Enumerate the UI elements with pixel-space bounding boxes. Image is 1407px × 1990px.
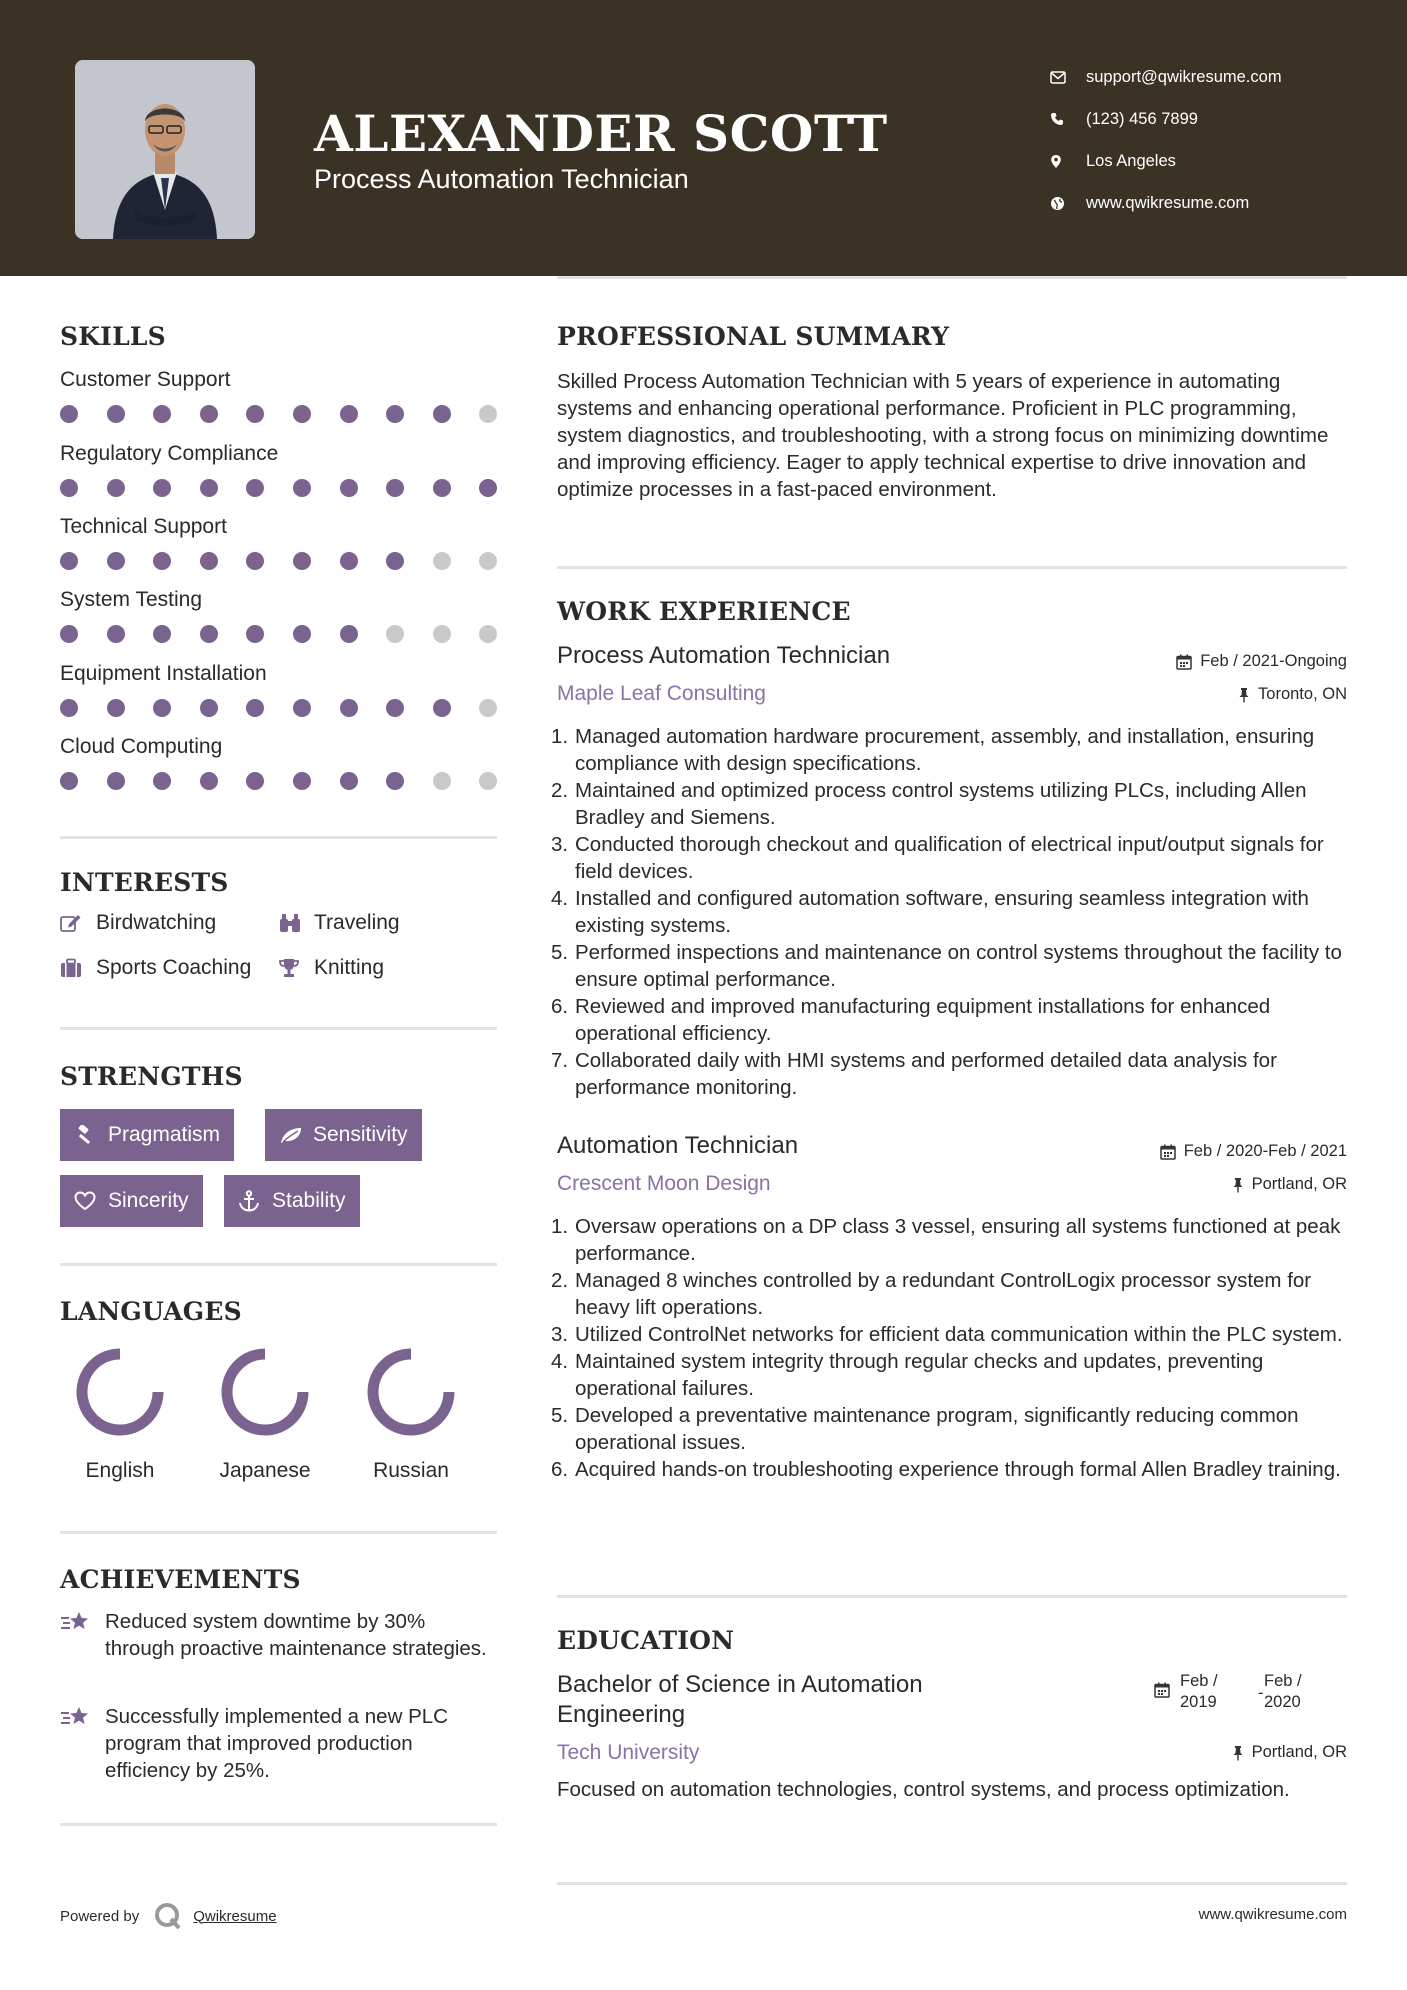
interests-divider [60, 1027, 497, 1030]
phone-icon [1050, 112, 1086, 126]
duty-item: Utilized ControlNet networks for efficient data communication within the PLC system. [575, 1323, 1343, 1346]
skill-dot-filled [433, 699, 451, 717]
experience-divider [557, 1595, 1347, 1598]
skill-dot-filled [340, 699, 358, 717]
skill-name: System Testing [60, 588, 203, 611]
anchor-icon [238, 1190, 272, 1212]
pencil-square-icon [60, 913, 96, 933]
header-divider [557, 276, 1347, 279]
skill-dot-filled [107, 479, 125, 497]
pushpin-icon [1238, 687, 1250, 703]
skill-dot-empty [479, 772, 497, 790]
skill-dot-filled [386, 479, 404, 497]
skill-dot-filled [433, 479, 451, 497]
leaf-icon [279, 1125, 313, 1145]
trophy-icon [278, 958, 314, 978]
education-description: Focused on automation technologies, control systems, and process optimization. [557, 1778, 1290, 1801]
skill-name: Regulatory Compliance [60, 442, 279, 465]
duty-item: Installed and configured automation software, ensuring seamless integration with existing systems. [575, 887, 1309, 937]
language-label: Russian [373, 1459, 449, 1482]
skill-rating [60, 699, 500, 719]
duty-item: Maintained system integrity through regular checks and updates, preventing operational failures. [575, 1350, 1264, 1400]
language-label: English [85, 1459, 155, 1482]
interest-item [60, 911, 216, 935]
skills-divider [60, 836, 497, 839]
achievement-text: Reduced system downtime by 30% through proactive maintenance strategies. [105, 1610, 487, 1660]
language-level-ring [220, 1347, 310, 1437]
language-label: Japanese [219, 1459, 311, 1482]
skill-name: Customer Support [60, 368, 231, 391]
education-heading: EDUCATION [557, 1626, 735, 1655]
language-item [356, 1347, 466, 1483]
calendar-icon [1154, 1682, 1170, 1703]
briefcase-icon [60, 958, 96, 978]
strength-chip [224, 1175, 360, 1227]
job-dates-text: Feb / 2021-Ongoing [1200, 652, 1347, 670]
footer-website[interactable]: www.qwikresume.com [1198, 1906, 1347, 1923]
achievement-text: Successfully implemented a new PLC program that improved production efficiency by 25%. [105, 1705, 448, 1782]
skill-dot-filled [107, 699, 125, 717]
skill-dot-filled [200, 772, 218, 790]
skill-dot-filled [60, 772, 78, 790]
shooting-star-icon [60, 1703, 94, 1736]
education-end-year: 2020 [1264, 1693, 1301, 1711]
heart-icon [74, 1191, 108, 1211]
education-dates [1154, 1672, 1354, 1716]
pushpin-icon [1232, 1177, 1244, 1193]
qwikresume-logo-icon [153, 1901, 183, 1931]
company-name: Crescent Moon Design [557, 1172, 771, 1195]
candidate-title: Process Automation Technician [314, 164, 689, 194]
summary-heading: PROFESSIONAL SUMMARY [557, 322, 950, 351]
skill-dot-empty [479, 552, 497, 570]
skills-heading: SKILLS [60, 322, 166, 351]
strengths-heading: STRENGTHS [60, 1062, 243, 1091]
skill-rating [60, 479, 500, 499]
contact-website-text: www.qwikresume.com [1086, 193, 1250, 212]
education-start-year: 2019 [1180, 1693, 1217, 1711]
skill-name: Equipment Installation [60, 662, 267, 685]
duty-item: Managed 8 winches controlled by a redundant ControlLogix processor system for heavy lift operations. [575, 1269, 1312, 1319]
skill-dot-filled [340, 405, 358, 423]
company-name: Maple Leaf Consulting [557, 682, 766, 705]
skill-rating [60, 552, 500, 572]
footer-powered-by [60, 1901, 277, 1931]
skill-dot-filled [246, 405, 264, 423]
skill-dot-filled [107, 552, 125, 570]
skill-dot-filled [60, 699, 78, 717]
strength-label: Sensitivity [313, 1123, 408, 1146]
skill-dot-filled [60, 552, 78, 570]
skill-dot-filled [340, 552, 358, 570]
contact-phone-text: (123) 456 7899 [1086, 109, 1198, 128]
duty-item: Managed automation hardware procurement, assembly, and installation, ensuring compliance with design specifications. [575, 725, 1315, 775]
language-level-ring [75, 1347, 165, 1437]
skill-rating [60, 772, 500, 792]
skill-rating [60, 405, 500, 425]
education-start-month: Feb / [1180, 1672, 1218, 1690]
skill-dot-empty [386, 625, 404, 643]
contact-location [1050, 140, 1390, 182]
skill-dot-filled [153, 552, 171, 570]
skill-dot-empty [479, 699, 497, 717]
strength-chip [265, 1109, 422, 1161]
footer-brand-link[interactable]: Qwikresume [193, 1907, 277, 1925]
achievement-item [60, 1608, 500, 1662]
skill-dot-filled [200, 405, 218, 423]
skill-dot-filled [153, 625, 171, 643]
skill-dot-filled [433, 405, 451, 423]
job-title: Automation Technician [557, 1132, 799, 1159]
achievements-heading: ACHIEVEMENTS [60, 1565, 301, 1594]
achievements-divider [60, 1823, 497, 1826]
contact-email[interactable] [1050, 56, 1390, 98]
skill-dot-filled [60, 479, 78, 497]
languages-divider [60, 1531, 497, 1534]
pushpin-icon [1232, 1745, 1244, 1761]
interests-heading: INTERESTS [60, 868, 229, 897]
skill-dot-empty [479, 625, 497, 643]
strength-label: Sincerity [108, 1189, 189, 1212]
interest-item [60, 956, 251, 980]
skill-dot-empty [479, 405, 497, 423]
duty-item: Maintained and optimized process control systems utilizing PLCs, including Allen Bradley and Siemens. [575, 779, 1307, 829]
envelope-icon [1050, 71, 1086, 84]
candidate-name: ALEXANDER SCOTT [314, 104, 888, 163]
skill-dot-filled [107, 625, 125, 643]
skill-dot-empty [433, 772, 451, 790]
interest-label: Knitting [314, 956, 385, 979]
skill-dot-filled [153, 772, 171, 790]
job-duties [557, 1213, 1357, 1483]
skill-dot-filled [246, 479, 264, 497]
duty-item: Performed inspections and maintenance on control systems throughout the facility to ensure optimal performance. [575, 941, 1342, 991]
language-level-arc [82, 1354, 158, 1430]
duty-item: Acquired hands-on troubleshooting experience through formal Allen Bradley training. [575, 1458, 1341, 1481]
language-level-ring [366, 1347, 456, 1437]
skill-dot-empty [433, 552, 451, 570]
skill-dot-filled [153, 479, 171, 497]
gavel-icon [74, 1125, 108, 1145]
language-level-arc [227, 1354, 303, 1430]
job-location-text: Portland, OR [1251, 1175, 1347, 1193]
language-level-arc [373, 1354, 449, 1430]
skill-dot-filled [293, 405, 311, 423]
strength-label: Pragmatism [108, 1123, 221, 1146]
skill-name: Cloud Computing [60, 735, 223, 758]
interest-label: Sports Coaching [96, 956, 252, 979]
experience-heading: WORK EXPERIENCE [557, 597, 851, 626]
education-location-text: Portland, OR [1251, 1743, 1347, 1761]
job-dates-text: Feb / 2020-Feb / 2021 [1183, 1142, 1347, 1160]
globe-icon [1050, 196, 1086, 211]
skill-dot-filled [153, 699, 171, 717]
languages-heading: LANGUAGES [60, 1297, 242, 1326]
achievement-item [60, 1703, 500, 1784]
strength-label: Stability [272, 1189, 346, 1212]
language-item [65, 1347, 175, 1483]
shooting-star-icon [60, 1608, 94, 1641]
skill-dot-filled [60, 625, 78, 643]
skill-dot-filled [386, 405, 404, 423]
job-duties [557, 723, 1357, 1101]
interest-item [278, 911, 400, 935]
education-date-separator: - [1258, 1684, 1264, 1702]
skill-dot-filled [60, 405, 78, 423]
skill-rating [60, 625, 500, 645]
powered-by-label: Powered by [60, 1907, 140, 1925]
duty-item: Developed a preventative maintenance program, significantly reducing common operational issues. [575, 1404, 1299, 1454]
job-dates [1160, 1142, 1347, 1161]
skill-dot-filled [386, 552, 404, 570]
contact-email-text: support@qwikresume.com [1086, 67, 1282, 86]
skill-dot-filled [200, 552, 218, 570]
skill-dot-filled [246, 772, 264, 790]
strengths-divider [60, 1263, 497, 1266]
skill-dot-filled [293, 625, 311, 643]
duty-item: Reviewed and improved manufacturing equipment installations for enhanced operational efficiency. [575, 995, 1271, 1045]
education-divider [557, 1882, 1347, 1885]
job-location-text: Toronto, ON [1258, 685, 1347, 703]
skill-dot-filled [293, 772, 311, 790]
skill-dot-filled [340, 772, 358, 790]
resume-header [0, 0, 1407, 276]
contact-phone[interactable] [1050, 98, 1390, 140]
skill-dot-filled [107, 772, 125, 790]
skill-dot-filled [153, 405, 171, 423]
location-pin-icon [1050, 154, 1086, 169]
skill-dot-filled [246, 625, 264, 643]
job-dates [1176, 652, 1347, 671]
calendar-icon [1160, 1144, 1176, 1160]
skill-dot-filled [386, 772, 404, 790]
skill-dot-filled [386, 699, 404, 717]
skill-name: Technical Support [60, 515, 227, 538]
degree-title-line1: Bachelor of Science in Automation [557, 1671, 923, 1698]
degree-title-line2: Engineering [557, 1701, 686, 1728]
skill-dot-filled [293, 699, 311, 717]
job-location [1232, 1175, 1347, 1194]
skill-dot-filled [246, 699, 264, 717]
skill-dot-empty [433, 625, 451, 643]
job-title: Process Automation Technician [557, 642, 891, 669]
skill-dot-filled [200, 625, 218, 643]
duty-item: Collaborated daily with HMI systems and performed detailed data analysis for performance monitoring. [575, 1049, 1277, 1099]
job-location [1238, 685, 1347, 704]
contact-list [1050, 56, 1390, 224]
binoculars-icon [278, 913, 314, 933]
interest-label: Traveling [314, 911, 400, 934]
education-location [1232, 1743, 1347, 1762]
duty-item: Conducted thorough checkout and qualification of electrical input/output signals for field devices. [575, 833, 1324, 883]
interest-item [278, 956, 384, 980]
skill-dot-filled [107, 405, 125, 423]
skill-dot-filled [246, 552, 264, 570]
strength-chip [60, 1175, 203, 1227]
school-name: Tech University [557, 1741, 700, 1764]
skill-dot-filled [200, 479, 218, 497]
summary-text: Skilled Process Automation Technician with 5 years of experience in automating systems and enhancing operational performance. Proficient in PLC programming, system diagnostics, and troubleshooting, with a strong focus on minimizing downtime and improving efficiency. Eager to apply technical expertise to drive innovation and optimize processes in a fast-paced environment. [557, 370, 1329, 501]
contact-website[interactable] [1050, 182, 1390, 224]
skill-dot-filled [293, 479, 311, 497]
skill-dot-filled [340, 479, 358, 497]
contact-location-text: Los Angeles [1086, 151, 1176, 170]
duty-item: Oversaw operations on a DP class 3 vessel, ensuring all systems functioned at peak performance. [575, 1215, 1341, 1265]
skill-dot-filled [340, 625, 358, 643]
interest-label: Birdwatching [96, 911, 217, 934]
profile-photo [75, 60, 255, 239]
skill-dot-filled [293, 552, 311, 570]
skill-dot-filled [479, 479, 497, 497]
summary-divider [557, 566, 1347, 569]
strength-chip [60, 1109, 234, 1161]
language-item [210, 1347, 320, 1483]
skill-dot-filled [200, 699, 218, 717]
calendar-icon [1176, 654, 1192, 670]
education-end-month: Feb / [1264, 1672, 1302, 1690]
